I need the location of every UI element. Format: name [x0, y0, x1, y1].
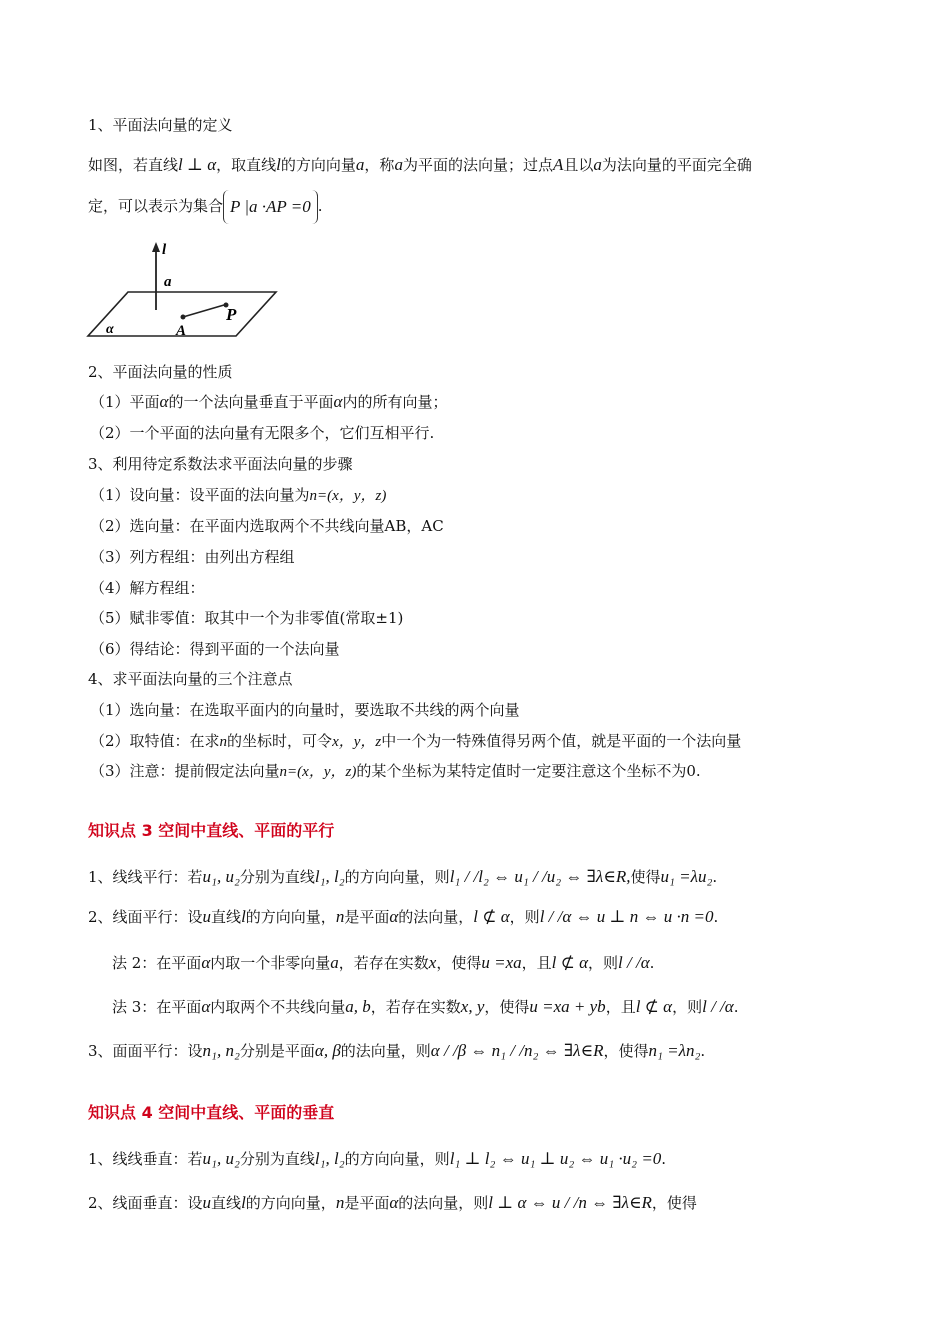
math-expression: a [593, 155, 602, 174]
math-expression: l ⊄ α [635, 997, 673, 1016]
math-expression: l / /α [618, 953, 650, 972]
step-6: （6）得结论：得到平面的一个法向量 [90, 640, 340, 658]
label-point-a: A [176, 323, 187, 339]
math-expression: l₁ ⊥ l₂ ⇔ u₁ ⊥ u₂ ⇔ u₁ ·u₂ =0 [449, 1149, 662, 1168]
math-expression: u [202, 907, 212, 926]
math-expression: x, y [460, 997, 485, 1016]
label-alpha: α [106, 322, 114, 337]
section-title-steps: 3、利用待定系数法求平面法向量的步骤 [88, 455, 353, 473]
math-expression: α [389, 907, 399, 926]
definition-paragraph: 如图，若直线l ⊥ α，取直线l的方向向量a，称a为平面的法向量；过点A且以a为法向量的平面完全确 [88, 155, 752, 174]
kp3-line-line-parallel: 1、线线平行：若u₁, u₂分别为直线l₁, l₂的方向向量，则l₁ / /l₂ ⇔ u₁ / /u₂ ⇔ ∃λ∈R,使得u₁ =λu₂. [88, 867, 718, 886]
definition-paragraph-cont: 定，可以表示为集合 P |a ·AP =0 . [88, 186, 322, 226]
kp3-method-3: 法 3：在平面α内取两个不共线向量a, b，若存在实数x, y，使得u =xa + yb，且l ⊄ α，则l / /α. [112, 997, 739, 1016]
section-title-normal-vector-definition: 1、平面法向量的定义 [88, 116, 233, 134]
math-expression: l₁ / /l₂ ⇔ u₁ / /u₂ ⇔ ∃λ∈R, [449, 867, 631, 886]
math-expression: n [335, 907, 345, 926]
section-title-properties: 2、平面法向量的性质 [88, 363, 233, 381]
point-a-dot [181, 315, 186, 320]
math-expression: l / /α ⇔ u ⊥ n ⇔ u ·n =0 [539, 907, 714, 926]
math-expression: α [333, 392, 343, 411]
math-expression: u₁, u₂ [202, 867, 240, 886]
kp3-line-plane-parallel: 2、线面平行：设u直线l的方向向量，n是平面α的法向量，l ⊄ α，则l / /α ⇔ u ⊥ n ⇔ u ·n =0. [88, 907, 719, 926]
section-title-notes: 4、求平面法向量的三个注意点 [88, 670, 293, 688]
arrow-head-icon [152, 242, 160, 252]
math-expression: n=(x，y，z) [309, 488, 387, 504]
step-3: （3）列方程组：由列出方程组 [90, 548, 295, 566]
math-expression: α / /β ⇔ n₁ / /n₂ ⇔ ∃λ∈R [430, 1041, 604, 1060]
math-expression: u₁, u₂ [202, 1149, 240, 1168]
math-expression: u [202, 1193, 212, 1212]
math-expression: u =xa [481, 953, 522, 972]
math-expression: a [394, 155, 403, 174]
math-expression: x [428, 953, 437, 972]
heading-knowledge-point-4: 知识点 4 空间中直线、平面的垂直 [88, 1103, 335, 1122]
math-expression: l [276, 155, 281, 174]
math-expression: α [159, 392, 169, 411]
heading-knowledge-point-3: 知识点 3 空间中直线、平面的平行 [88, 821, 335, 840]
math-expression: l₁, l₂ [314, 867, 345, 886]
plane-normal-figure [86, 240, 282, 344]
math-expression: l ⊥ α [178, 155, 217, 174]
math-expression: a, b [345, 997, 371, 1016]
kp4-line-line-perpendicular: 1、线线垂直：若u₁, u₂分别为直线l₁, l₂的方向向量，则l₁ ⊥ l₂ ⇔ u₁ ⊥ u₂ ⇔ u₁ ·u₂ =0. [88, 1149, 667, 1168]
math-expression: l / /α [702, 997, 734, 1016]
step-2: （2）选向量：在平面内选取两个不共线向量AB，AC [90, 517, 444, 535]
math-expression: u₁ =λu₂ [660, 867, 713, 886]
note-1: （1）选向量：在选取平面内的向量时，要选取不共线的两个向量 [90, 701, 520, 719]
math-expression: α [201, 953, 211, 972]
step-4: （4）解方程组： [90, 579, 205, 597]
note-3: （3）注意：提前假定法向量n=(x，y，z)的某个坐标为某特定值时一定要注意这个坐标不为0. [90, 762, 701, 780]
math-expression: n [219, 734, 228, 750]
step-1: （1）设向量：设平面的法向量为n=(x，y，z) [90, 486, 387, 504]
label-point-p: P [226, 305, 237, 324]
math-expression: n [335, 1193, 345, 1212]
label-l: l [162, 242, 167, 258]
math-expression: n₁, n₂ [202, 1041, 240, 1060]
math-expression: α [201, 997, 211, 1016]
math-expression: n₁ =λn₂ [648, 1041, 701, 1060]
step-5: （5）赋非零值：取其中一个为非零值(常取±1) [90, 609, 404, 627]
kp3-plane-plane-parallel: 3、面面平行：设n₁, n₂分别是平面α, β的法向量，则α / /β ⇔ n₁ / /n₂ ⇔ ∃λ∈R，使得n₁ =λn₂. [88, 1041, 706, 1060]
set-notation: P |a ·AP =0 [223, 190, 318, 224]
math-expression: l [241, 907, 246, 926]
math-expression: α, β [314, 1041, 341, 1060]
math-expression: l ⊥ α ⇔ u / /n ⇔ ∃λ∈R [488, 1193, 652, 1212]
math-expression: l [241, 1193, 246, 1212]
math-expression: x，y，z [332, 734, 382, 750]
math-expression: u =xa + yb [529, 997, 606, 1016]
kp3-method-2: 法 2：在平面α内取一个非零向量a，若存在实数x，使得u =xa，且l ⊄ α，则l / /α. [112, 953, 655, 972]
math-expression: n=(x，y，z) [279, 764, 357, 780]
math-expression: l ⊄ α [551, 953, 589, 972]
note-2: （2）取特值：在求n的坐标时，可令x，y，z中一个为一特殊值得另两个值，就是平面的一个法向量 [90, 732, 742, 750]
math-expression: a [330, 953, 339, 972]
math-expression: l₁, l₂ [314, 1149, 345, 1168]
property-1: （1）平面α的一个法向量垂直于平面α内的所有向量； [90, 392, 448, 411]
label-a: a [164, 274, 172, 290]
kp4-line-plane-perpendicular: 2、线面垂直：设u直线l的方向向量，n是平面α的法向量，则l ⊥ α ⇔ u / /n ⇔ ∃λ∈R，使得 [88, 1193, 697, 1212]
math-expression: α [389, 1193, 399, 1212]
math-expression: A [552, 155, 564, 174]
math-expression: l ⊄ α [473, 907, 510, 926]
vector-ap [183, 305, 224, 317]
property-2: （2）一个平面的法向量有无限多个，它们互相平行. [90, 424, 435, 442]
math-expression: a [355, 155, 365, 174]
